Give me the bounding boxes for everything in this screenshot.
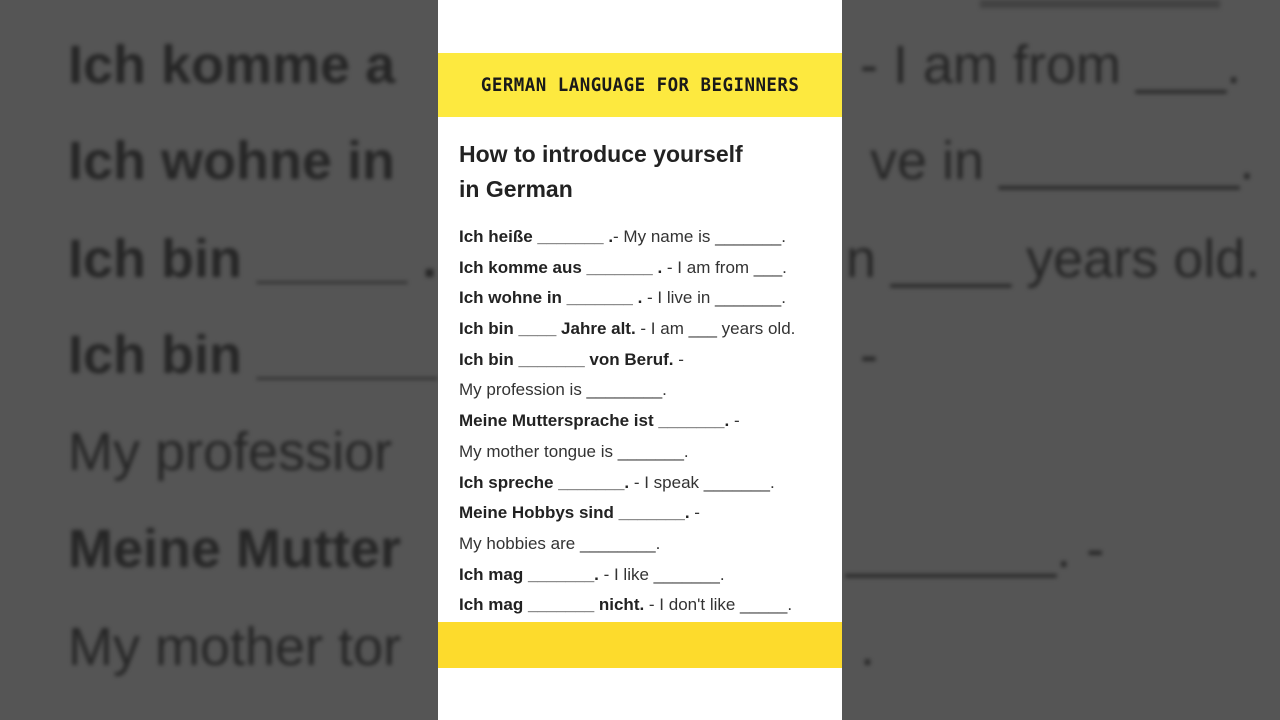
german-phrase: Ich wohne in _______ . bbox=[459, 288, 643, 308]
german-phrase: Meine Hobbys sind _______. bbox=[459, 503, 690, 523]
phrase-item bbox=[459, 468, 842, 499]
bg-right-line: - bbox=[860, 325, 878, 385]
bg-left-line: My professior bbox=[68, 422, 393, 482]
german-phrase: Meine Muttersprache ist _______. bbox=[459, 411, 730, 431]
bg-left-line: My mother tor bbox=[68, 617, 402, 677]
phrase-item bbox=[459, 283, 842, 314]
bg-right-line: _______. - bbox=[846, 519, 1105, 579]
english-translation: - bbox=[689, 503, 700, 523]
bg-left-line: Meine Mutter bbox=[68, 519, 402, 579]
english-translation: - I don't like _____. bbox=[644, 595, 793, 615]
english-translation: - I am ___ years old. bbox=[635, 319, 796, 339]
phrase-list bbox=[459, 222, 842, 621]
bg-left-line: Ich komme a bbox=[68, 35, 396, 95]
phrase-item bbox=[459, 437, 842, 468]
phrase-item bbox=[459, 498, 842, 529]
phrase-item bbox=[459, 590, 842, 621]
phrase-item bbox=[459, 345, 842, 376]
bg-left-line: Ich bin _____ . bbox=[68, 229, 438, 289]
english-translation: - I live in _______. bbox=[642, 288, 786, 308]
german-phrase: Ich bin ____ Jahre alt. bbox=[459, 319, 636, 339]
english-translation: - bbox=[673, 349, 684, 369]
blurred-top-strip bbox=[980, 0, 1220, 8]
phrase-item bbox=[459, 375, 842, 406]
footer-banner bbox=[438, 622, 842, 668]
banner-title: GERMAN LANGUAGE FOR BEGINNERS bbox=[480, 74, 800, 96]
german-phrase: Ich komme aus _______ . bbox=[459, 257, 663, 277]
german-phrase: Ich mag _______ nicht. bbox=[459, 595, 645, 615]
english-translation: - My name is _______. bbox=[613, 227, 786, 246]
english-translation: - I speak _______. bbox=[629, 472, 775, 492]
heading-line-1: How to introduce yourself bbox=[459, 141, 743, 167]
english-translation: - I am from ___. bbox=[662, 257, 787, 277]
english-translation: - I like _______. bbox=[598, 564, 725, 584]
bg-right-line: - I am from ___. bbox=[860, 35, 1242, 95]
lesson-heading bbox=[459, 137, 819, 207]
german-phrase: Ich bin _______ von Beruf. bbox=[459, 349, 674, 369]
german-phrase: Ich heiße _______ . bbox=[459, 227, 614, 246]
phrase-item bbox=[459, 529, 842, 560]
german-phrase: Ich mag _______. bbox=[459, 564, 599, 584]
german-phrase: Ich spreche _______. bbox=[459, 472, 630, 492]
bg-left-line: Ich bin ______ bbox=[68, 325, 438, 385]
english-translation: My mother tongue is _______. bbox=[459, 441, 689, 461]
phrase-item bbox=[459, 314, 842, 345]
title-banner bbox=[438, 53, 842, 117]
english-translation: My hobbies are ________. bbox=[459, 533, 661, 553]
heading-line-2: in German bbox=[459, 176, 573, 202]
english-translation: My profession is ________. bbox=[459, 380, 667, 400]
bg-right-line: ve in ________. bbox=[870, 131, 1255, 191]
lesson-card bbox=[438, 0, 842, 720]
phrase-item bbox=[459, 406, 842, 437]
bg-right-line: . bbox=[860, 617, 876, 677]
bg-right-line: n ____ years old. bbox=[846, 229, 1261, 289]
phrase-item bbox=[459, 253, 842, 284]
bg-left-line: Ich wohne in bbox=[68, 131, 396, 191]
phrase-item bbox=[459, 222, 842, 253]
english-translation: - bbox=[729, 411, 740, 431]
phrase-item bbox=[459, 560, 842, 591]
